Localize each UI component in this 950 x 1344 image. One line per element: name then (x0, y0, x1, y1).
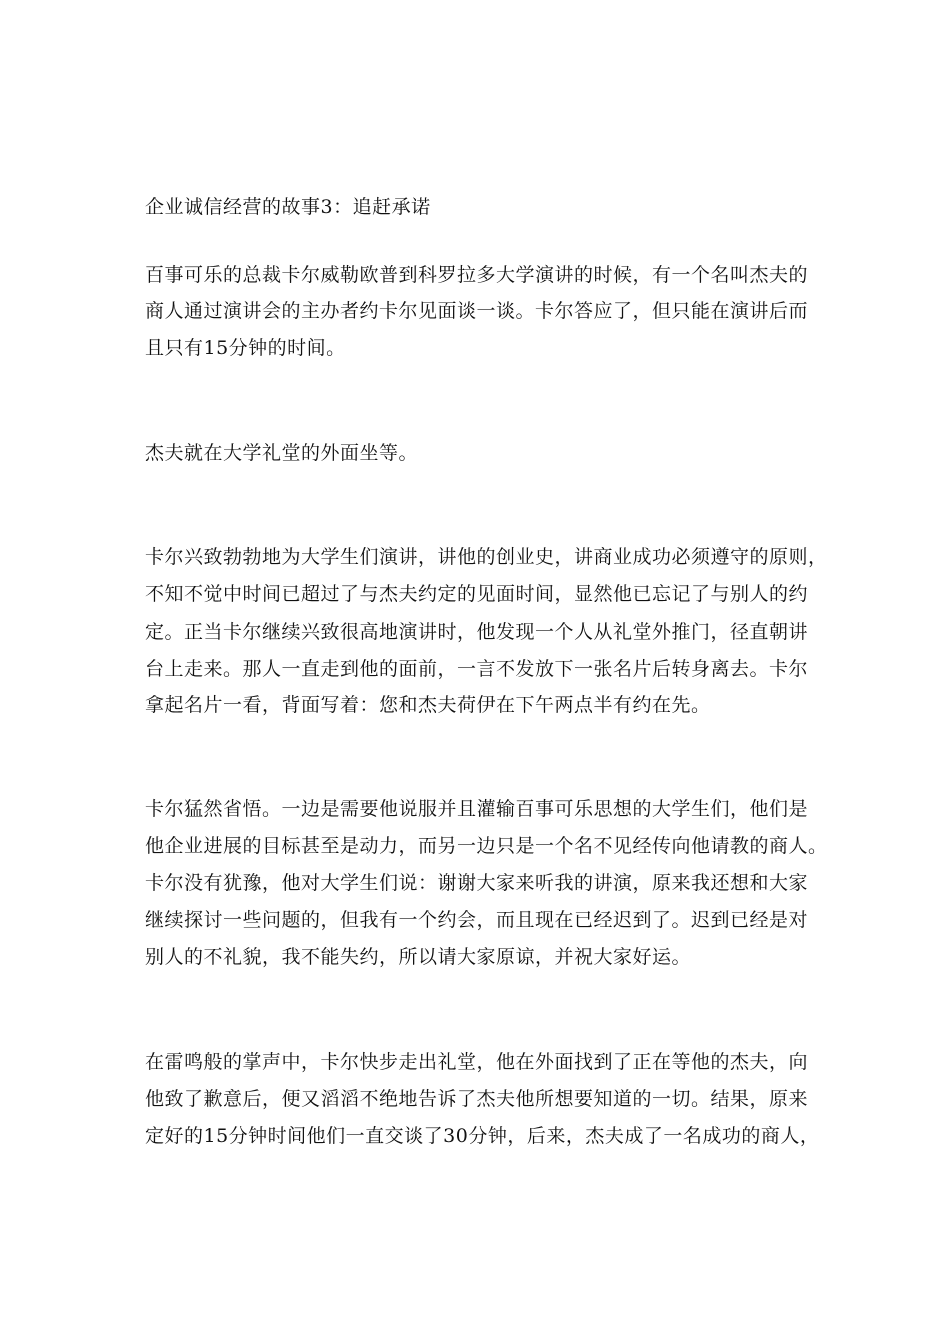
paragraph-line: 定好的15分钟时间他们一直交谈了30分钟，后来，杰夫成了一名成功的商人， (145, 1125, 820, 1147)
paragraph-line: 且只有15分钟的时间。 (145, 337, 346, 359)
paragraph-line: 卡尔猛然省悟。一边是需要他说服并且灌输百事可乐思想的大学生们，他们是 (145, 798, 809, 820)
paragraph-line: 卡尔没有犹豫，他对大学生们说：谢谢大家来听我的讲演，原来我还想和大家 (145, 872, 809, 894)
paragraph-line: 继续探讨一些问题的，但我有一个约会，而且现在已经迟到了。迟到已经是对 (145, 909, 809, 931)
paragraph-line: 他致了歉意后，便又滔滔不绝地告诉了杰夫他所想要知道的一切。结果，原来 (145, 1088, 809, 1110)
paragraph-line: 在雷鸣般的掌声中，卡尔快步走出礼堂，他在外面找到了正在等他的杰夫，向 (145, 1051, 809, 1073)
paragraph-line: 卡尔兴致勃勃地为大学生们演讲，讲他的创业史，讲商业成功必须遵守的原则， (145, 546, 828, 568)
paragraph-line: 台上走来。那人一直走到他的面前，一言不发放下一张名片后转身离去。卡尔 (145, 658, 809, 680)
paragraph-line: 定。正当卡尔继续兴致很高地演讲时，他发现一个人从礼堂外推门，径直朝讲 (145, 621, 809, 643)
paragraph-line: 不知不觉中时间已超过了与杰夫约定的见面时间，显然他已忘记了与别人的约 (145, 583, 809, 605)
paragraph-line: 拿起名片一看，背面写着：您和杰夫荷伊在下午两点半有约在先。 (145, 694, 711, 716)
paragraph-line: 别人的不礼貌，我不能失约，所以请大家原谅，并祝大家好运。 (145, 946, 692, 968)
paragraph-line: 百事可乐的总裁卡尔威勒欧普到科罗拉多大学演讲的时候，有一个名叫杰夫的 (145, 264, 809, 286)
document-title: 企业诚信经营的故事3：追赶承诺 (145, 196, 431, 218)
paragraph-line: 商人通过演讲会的主办者约卡尔见面谈一谈。卡尔答应了，但只能在演讲后而 (145, 300, 809, 322)
paragraph-line: 杰夫就在大学礼堂的外面坐等。 (145, 442, 419, 464)
paragraph-line: 他企业进展的目标甚至是动力，而另一边只是一个名不见经传向他请教的商人。 (145, 835, 828, 857)
